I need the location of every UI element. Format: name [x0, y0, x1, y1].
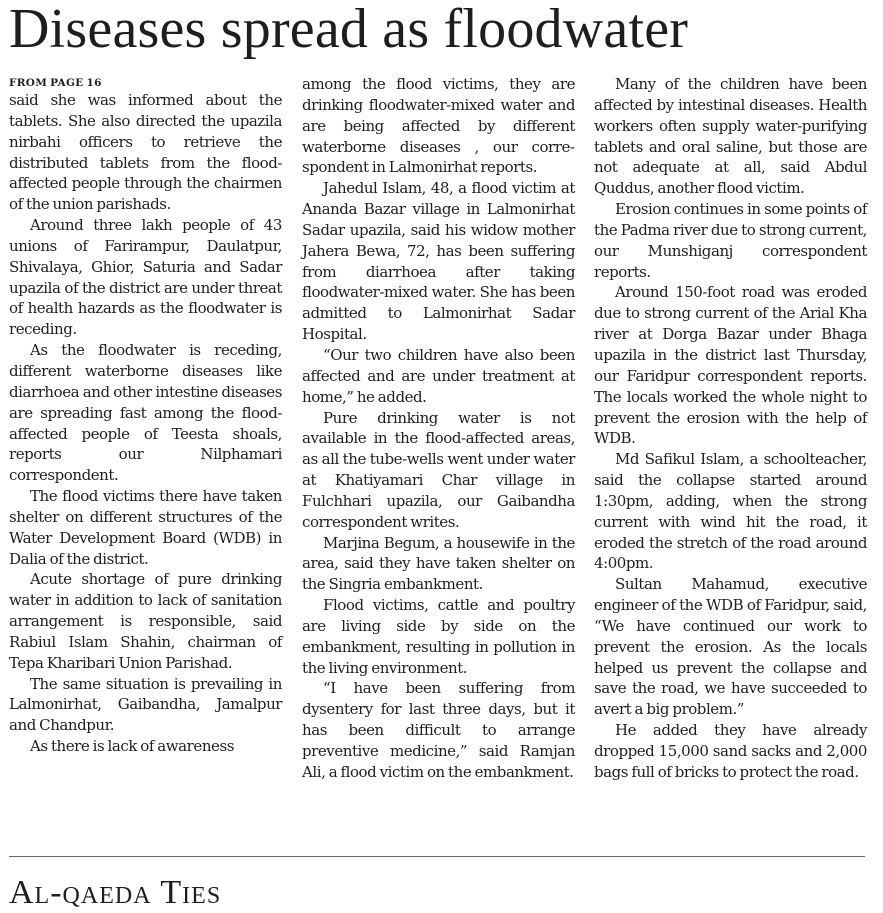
article-column-1 [9, 74, 282, 757]
paragraph: Sultan Mahamud, executive engineer of the WDB of Faridpur, said, “We have continued our work to prevent the erosion. As the locals helped us prevent the collapse and save the road, we have succeeded to avert a big problem.” [594, 575, 867, 719]
paragraph: The flood victims there have taken shelter on different structures of the Water Development Board (WDB) in Dalia of the district. [9, 487, 282, 568]
paragraph: Marjina Begum, a housewife in the area, said they have taken shelter on the Singria embankment. [302, 533, 575, 594]
paragraph: As there is lack of awareness [30, 737, 234, 756]
paragraph: Flood victims, cattle and poultry are living side by side on the embankment, resulting in pollution in the living environment. [302, 596, 575, 677]
article-column-3 [594, 74, 867, 783]
paragraph: among the flood victims, they are drinking floodwater-mixed water and are being affected by different waterborne diseases , our correspondent in Lalmonirhat reports. [302, 75, 575, 177]
paragraph: “Our two children have also been affected and are under treatment at home,” he added. [302, 345, 575, 406]
paragraph: Many of the children have been affected by intestinal diseases. Health workers often supply water-purifying tablets and oral saline, but those are not adequate at all, said Abdul Quddus, another flood victim. [594, 75, 867, 198]
section-divider [9, 856, 865, 857]
paragraph: said she was informed about the tablets. She also directed the upazila nirbahi officers to retrieve the distributed tablets from the flood-affected people through the chairmen of the union parishads. [9, 91, 282, 214]
paragraph: Around three lakh people of 43 unions of Farirampur, Daulatpur, Shivalaya, Ghior, Saturia and Sadar upazila of the district are under threat of health hazards as the floodwater is receding. [9, 216, 282, 339]
jump-kicker: FROM PAGE 16 [9, 77, 102, 89]
paragraph: Md Safikul Islam, a schoolteacher, said the collapse started around 1:30pm, adding, when the strong current with wind hit the road, it eroded the stretch of the road around 4:00pm. [594, 450, 867, 573]
next-article-headline: Al-qaeda Ties [9, 874, 222, 911]
headline: Diseases spread as floodwater [9, 0, 689, 60]
paragraph: Erosion continues in some points of the Padma river due to strong current, our Munshiganj correspondent reports. [594, 200, 867, 281]
paragraph: Pure drinking water is not available in the flood-affected areas, as all the tube-wells went under water at Khatiyamari Char village in Fulchhari upazila, our Gaibandha correspondent writes. [302, 408, 575, 531]
paragraph: Around 150-foot road was eroded due to strong current of the Arial Kha river at Dorga Bazar under Bhaga upazila in the district last Thursday, our Faridpur correspondent reports. The locals worked the whole night to prevent the erosion with the help of WDB. [594, 283, 867, 448]
article-column-2 [302, 74, 575, 783]
paragraph: Acute shortage of pure drinking water in addition to lack of sanitation arrangement is responsible, said Rabiul Islam Shahin, chairman of Tepa Kharibari Union Parishad. [9, 570, 282, 672]
paragraph: “I have been suffering from dysentery for last three days, but it has been difficult to arrange preventive medicine,” said Ramjan Ali, a flood victim on the embankment. [302, 679, 575, 781]
paragraph: He added they have already dropped 15,000 sand sacks and 2,000 bags full of bricks to protect the road. [594, 721, 867, 781]
paragraph: Jahedul Islam, 48, a flood victim at Ananda Bazar village in Lalmonirhat Sadar upazila, said his widow mother Jahera Bewa, 72, has been suffering from diarrhoea after taking floodwater-mixed water. She has been admitted to Lalmonirhat Sadar Hospital. [302, 179, 575, 344]
paragraph: As the floodwater is receding, different waterborne diseases like diarrhoea and other intestine diseases are spreading fast among the flood-affected people of Teesta shoals, reports our Nilphamari correspondent. [9, 341, 282, 485]
paragraph: The same situation is prevailing in Lalmonirhat, Gaibandha, Jamalpur and Chandpur. [9, 674, 282, 735]
